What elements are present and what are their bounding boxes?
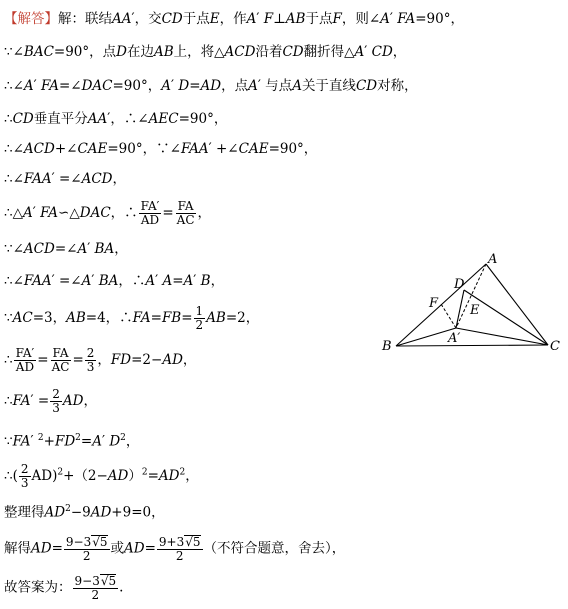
solution-line-5: ∴∠ACD+∠CAE=90°，∵∠FAA′ +∠CAE=90°，: [4, 141, 318, 157]
triangle-figure: [378, 252, 563, 357]
segment-a-prime-b: [396, 328, 456, 346]
solution-line-3: ∴∠A′ FA=∠DAC=90°，A′ D=AD，点A′ 与点A关于直线CD对称，: [4, 78, 418, 94]
segment-bc: [396, 345, 548, 346]
label-e: E: [470, 303, 480, 318]
solution-line-12: ∴FA′ = $\frac{2}{3}$ AD，: [4, 387, 97, 415]
solution-line-9: ∴∠FAA′ =∠A′ BA，∴A′ A=A′ B，: [4, 273, 225, 289]
segment-a-prime-d: [456, 290, 464, 328]
label-d: D: [454, 277, 465, 292]
solution-line-11: ∴ $\frac{FA'}{AD}$ = $\frac{FA}{AC}$ = $\frac{2}{3}$ ，FD=2−AD，: [4, 346, 197, 374]
solution-line-4: ∴CD垂直平分AA′，∴∠AEC=90°，: [4, 111, 228, 127]
solution-line-13: ∵FA′ $^2+FD^2=A'$ $D^2$，: [4, 433, 140, 450]
solution-line-7: ∴△A′ FA∽△DAC，∴ $\frac{FA'}{AD}$ = $\frac{FA}{AC}$ ，: [4, 199, 212, 227]
segment-a-prime-f: [441, 304, 456, 328]
label-c: C: [550, 339, 560, 354]
label-f: F: [429, 296, 439, 311]
solution-line-2: ∵∠BAC=90°，点D在边AB上，将△ACD沿着CD翻折得△A′ CD，: [4, 44, 407, 60]
label-a-prime: A′: [448, 331, 461, 346]
segment-aa-prime: [456, 264, 486, 328]
solution-line-15: 整理得$AD^2-9AD+9=0$，: [4, 504, 165, 521]
label-b: B: [382, 339, 392, 354]
solution-line-6: ∴∠FAA′ =∠ACD，: [4, 171, 126, 187]
solution-line-14: ∴( $\frac{2}{3}$ $AD)^2+(2-AD)^2=AD^2$，: [4, 462, 199, 490]
solution-line-17: 故答案为： $\frac{9-3√5}{2}$ .: [4, 574, 124, 602]
label-a: A: [488, 252, 498, 267]
segment-ac: [486, 264, 548, 345]
solution-line-10: ∵AC=3，AB=4，∴FA=FB= $\frac{1}{2}$ AB=2，: [4, 304, 260, 332]
solution-line-1: 【解答】解：联结AA′，交CD于点E，作A′ F⊥AB于点F，则∠A′ FA=90°，: [4, 11, 464, 27]
solution-line-16: 解得AD= $\frac{9-3√5}{2}$ 或AD= $\frac{9+3√5}{2}$ （不符合题意，舍去），: [4, 535, 346, 563]
solution-line-8: ∵∠ACD=∠A′ BA，: [4, 241, 128, 257]
